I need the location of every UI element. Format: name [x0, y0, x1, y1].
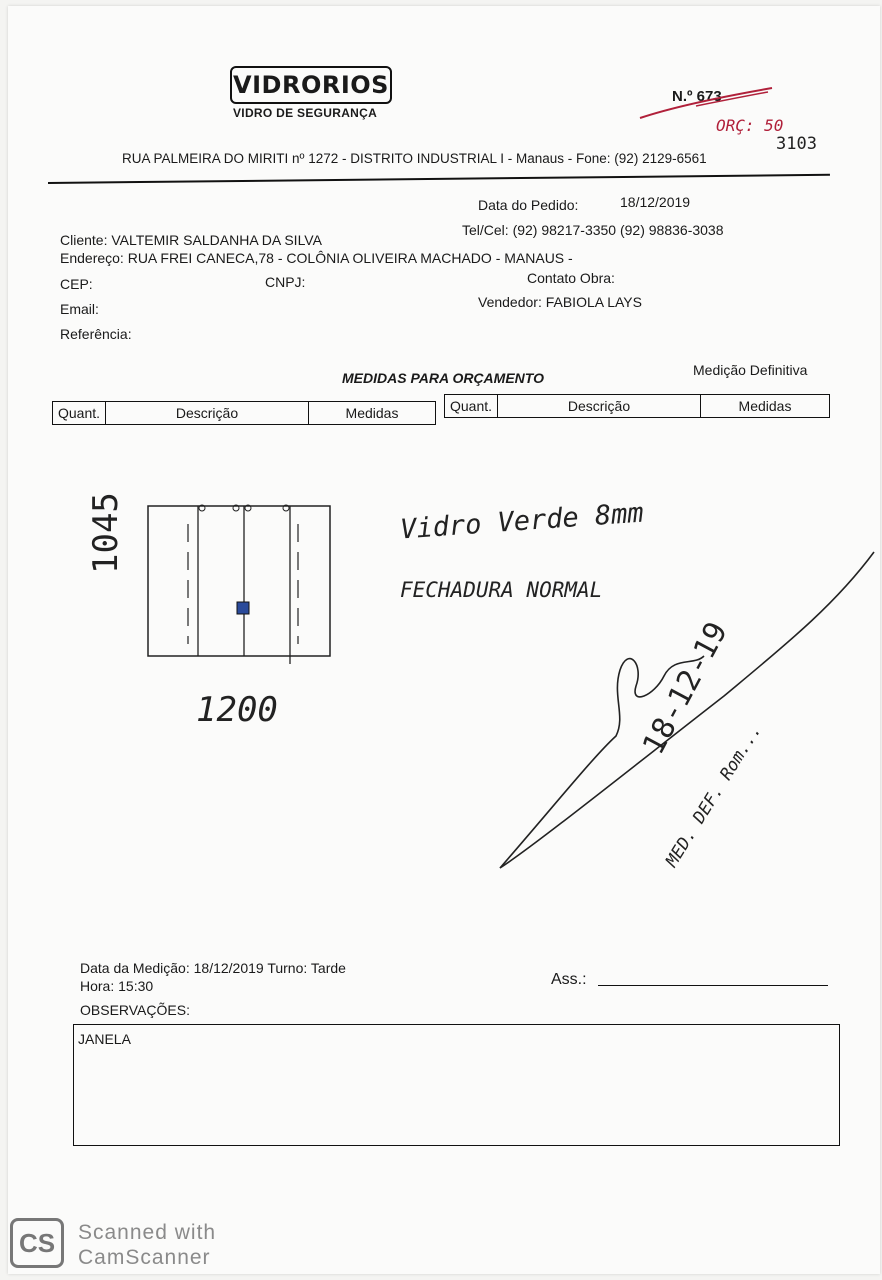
- obs-text: JANELA: [78, 1031, 131, 1047]
- orc-note: ORÇ: 50: [716, 116, 784, 135]
- obs-label: OBSERVAÇÕES:: [80, 1002, 190, 1018]
- width-measure: 1200: [196, 690, 278, 730]
- sign-date: 18-12-19: [636, 616, 735, 761]
- camscanner-logo: CS: [10, 1218, 64, 1268]
- vendedor: Vendedor: FABIOLA LAYS: [478, 294, 642, 310]
- client-phone: Tel/Cel: (92) 98217-3350 (92) 98836-3038: [462, 222, 724, 238]
- company-subtitle: VIDRO DE SEGURANÇA: [233, 106, 378, 120]
- referencia-field: Referência:: [60, 326, 132, 342]
- client-name: Cliente: VALTEMIR SALDANHA DA SILVA: [60, 232, 322, 248]
- window-sketch: [140, 496, 340, 672]
- height-measure: 1045: [86, 492, 126, 574]
- signature-label: Ass.:: [551, 971, 587, 988]
- cep-field: CEP:: [60, 276, 93, 292]
- email-field: Email:: [60, 301, 99, 317]
- lock-note: FECHADURA NORMAL: [400, 578, 603, 602]
- col-quant: Quant.: [445, 395, 498, 418]
- order-number: N.º 673: [672, 88, 722, 105]
- camscanner-watermark: Scanned with CamScanner: [78, 1221, 217, 1269]
- signature-line: [598, 985, 828, 986]
- order-date: 18/12/2019: [620, 194, 691, 210]
- medicao-info: Data da Medição: 18/12/2019 Turno: Tarde: [80, 960, 346, 976]
- hora-info: Hora: 15:30: [80, 978, 154, 994]
- cnpj-field: CNPJ:: [265, 274, 306, 290]
- medicao-note: MED. DEF. Rom...: [662, 721, 766, 871]
- col-med: Medidas: [309, 402, 436, 425]
- measures-table-left: [52, 401, 436, 425]
- date-label: Data do Pedido:: [478, 197, 579, 213]
- orc-number: 3103: [776, 134, 817, 154]
- measures-type: Medição Definitiva: [693, 362, 808, 378]
- col-desc: Descrição: [498, 395, 701, 418]
- measures-title: MEDIDAS PARA ORÇAMENTO: [342, 370, 544, 386]
- company-address: RUA PALMEIRA DO MIRITI nº 1272 - DISTRITO INDUSTRIAL I - Manaus - Fone: (92) 2129-6561: [122, 151, 707, 166]
- client-address: Endereço: RUA FREI CANECA,78 - COLÔNIA OLIVEIRA MACHADO - MANAUS -: [60, 250, 573, 266]
- company-logo: VIDRORIOS: [230, 66, 392, 104]
- col-med: Medidas: [701, 395, 830, 418]
- observations-box: [73, 1024, 840, 1146]
- col-desc: Descrição: [106, 402, 309, 425]
- contato-obra: Contato Obra:: [527, 270, 615, 286]
- measures-table-right: [444, 394, 830, 418]
- glass-note: Vidro Verde 8mm: [399, 497, 645, 546]
- col-quant: Quant.: [53, 402, 106, 425]
